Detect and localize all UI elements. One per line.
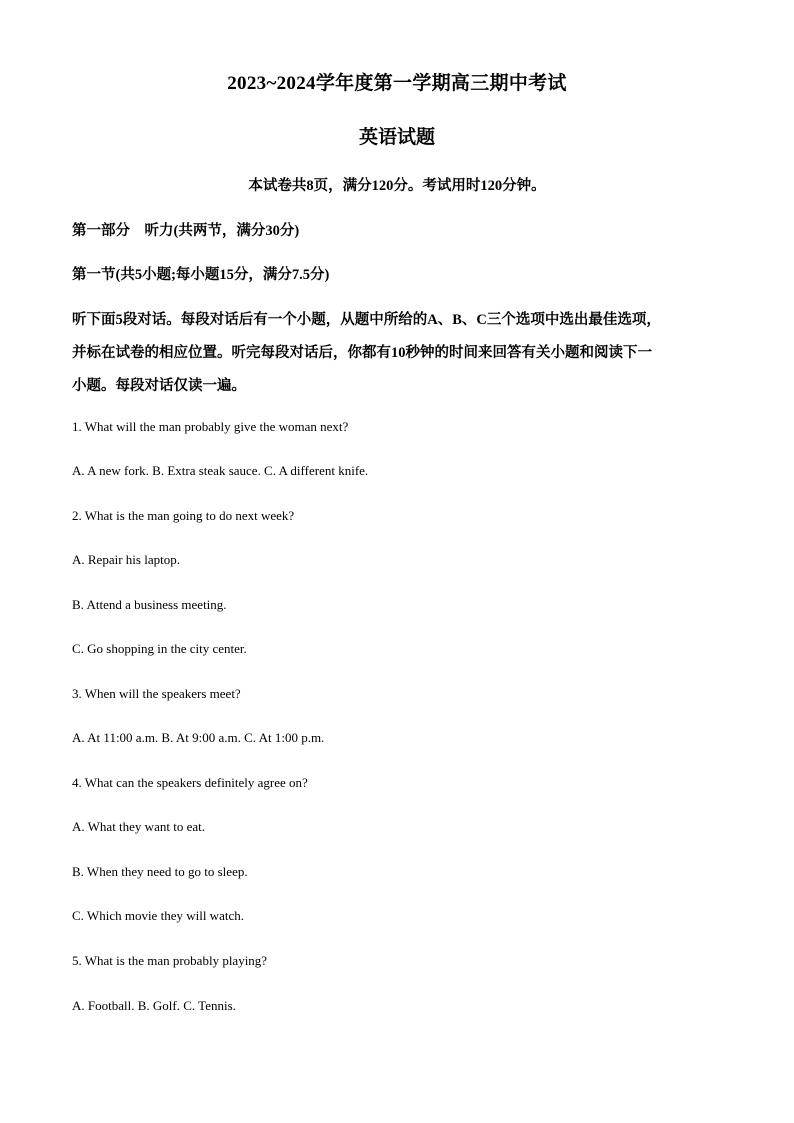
part-heading: 第一部分 听力(共两节，满分30分) bbox=[72, 223, 300, 239]
instruction-line: 并标在试卷的相应位置。听完每段对话后，你都有10秒钟的时间来回答有关小题和阅读下一 bbox=[72, 345, 652, 361]
question-5-options: A. Football. B. Golf. C. Tennis. bbox=[72, 998, 236, 1013]
question-4-option-b: B. When they need to go to sleep. bbox=[72, 864, 248, 879]
subject-title: 英语试题 bbox=[358, 127, 435, 148]
question-2-option-c: C. Go shopping in the city center. bbox=[72, 641, 247, 656]
exam-note: 本试卷共8页，满分120分。考试用时120分钟。 bbox=[248, 178, 546, 194]
question-3-options: A. At 11:00 a.m. B. At 9:00 a.m. C. At 1:00 p.m. bbox=[72, 730, 325, 745]
question-2-option-b: B. Attend a business meeting. bbox=[72, 597, 227, 612]
section-heading: 第一节(共5小题;每小题15分，满分7.5分) bbox=[72, 267, 330, 283]
question-1: 1. What will the man probably give the woman next? bbox=[72, 419, 349, 434]
question-4: 4. What can the speakers definitely agree on? bbox=[72, 775, 308, 790]
question-3: 3. When will the speakers meet? bbox=[72, 686, 241, 701]
question-2: 2. What is the man going to do next week? bbox=[72, 508, 295, 523]
question-1-options: A. A new fork. B. Extra steak sauce. C. A different knife. bbox=[72, 463, 369, 478]
exam-title: 2023~2024学年度第一学期高三期中考试 bbox=[227, 73, 567, 94]
listening-instructions bbox=[72, 304, 724, 403]
instruction-line: 小题。每段对话仅读一遍。 bbox=[72, 378, 246, 394]
instruction-line: 听下面5段对话。每段对话后有一个小题，从题中所给的A、B、C三个选项中选出最佳选项， bbox=[72, 312, 661, 328]
question-2-option-a: A. Repair his laptop. bbox=[72, 552, 180, 567]
question-4-option-a: A. What they want to eat. bbox=[72, 819, 205, 834]
question-5: 5. What is the man probably playing? bbox=[72, 953, 268, 968]
question-4-option-c: C. Which movie they will watch. bbox=[72, 908, 244, 923]
